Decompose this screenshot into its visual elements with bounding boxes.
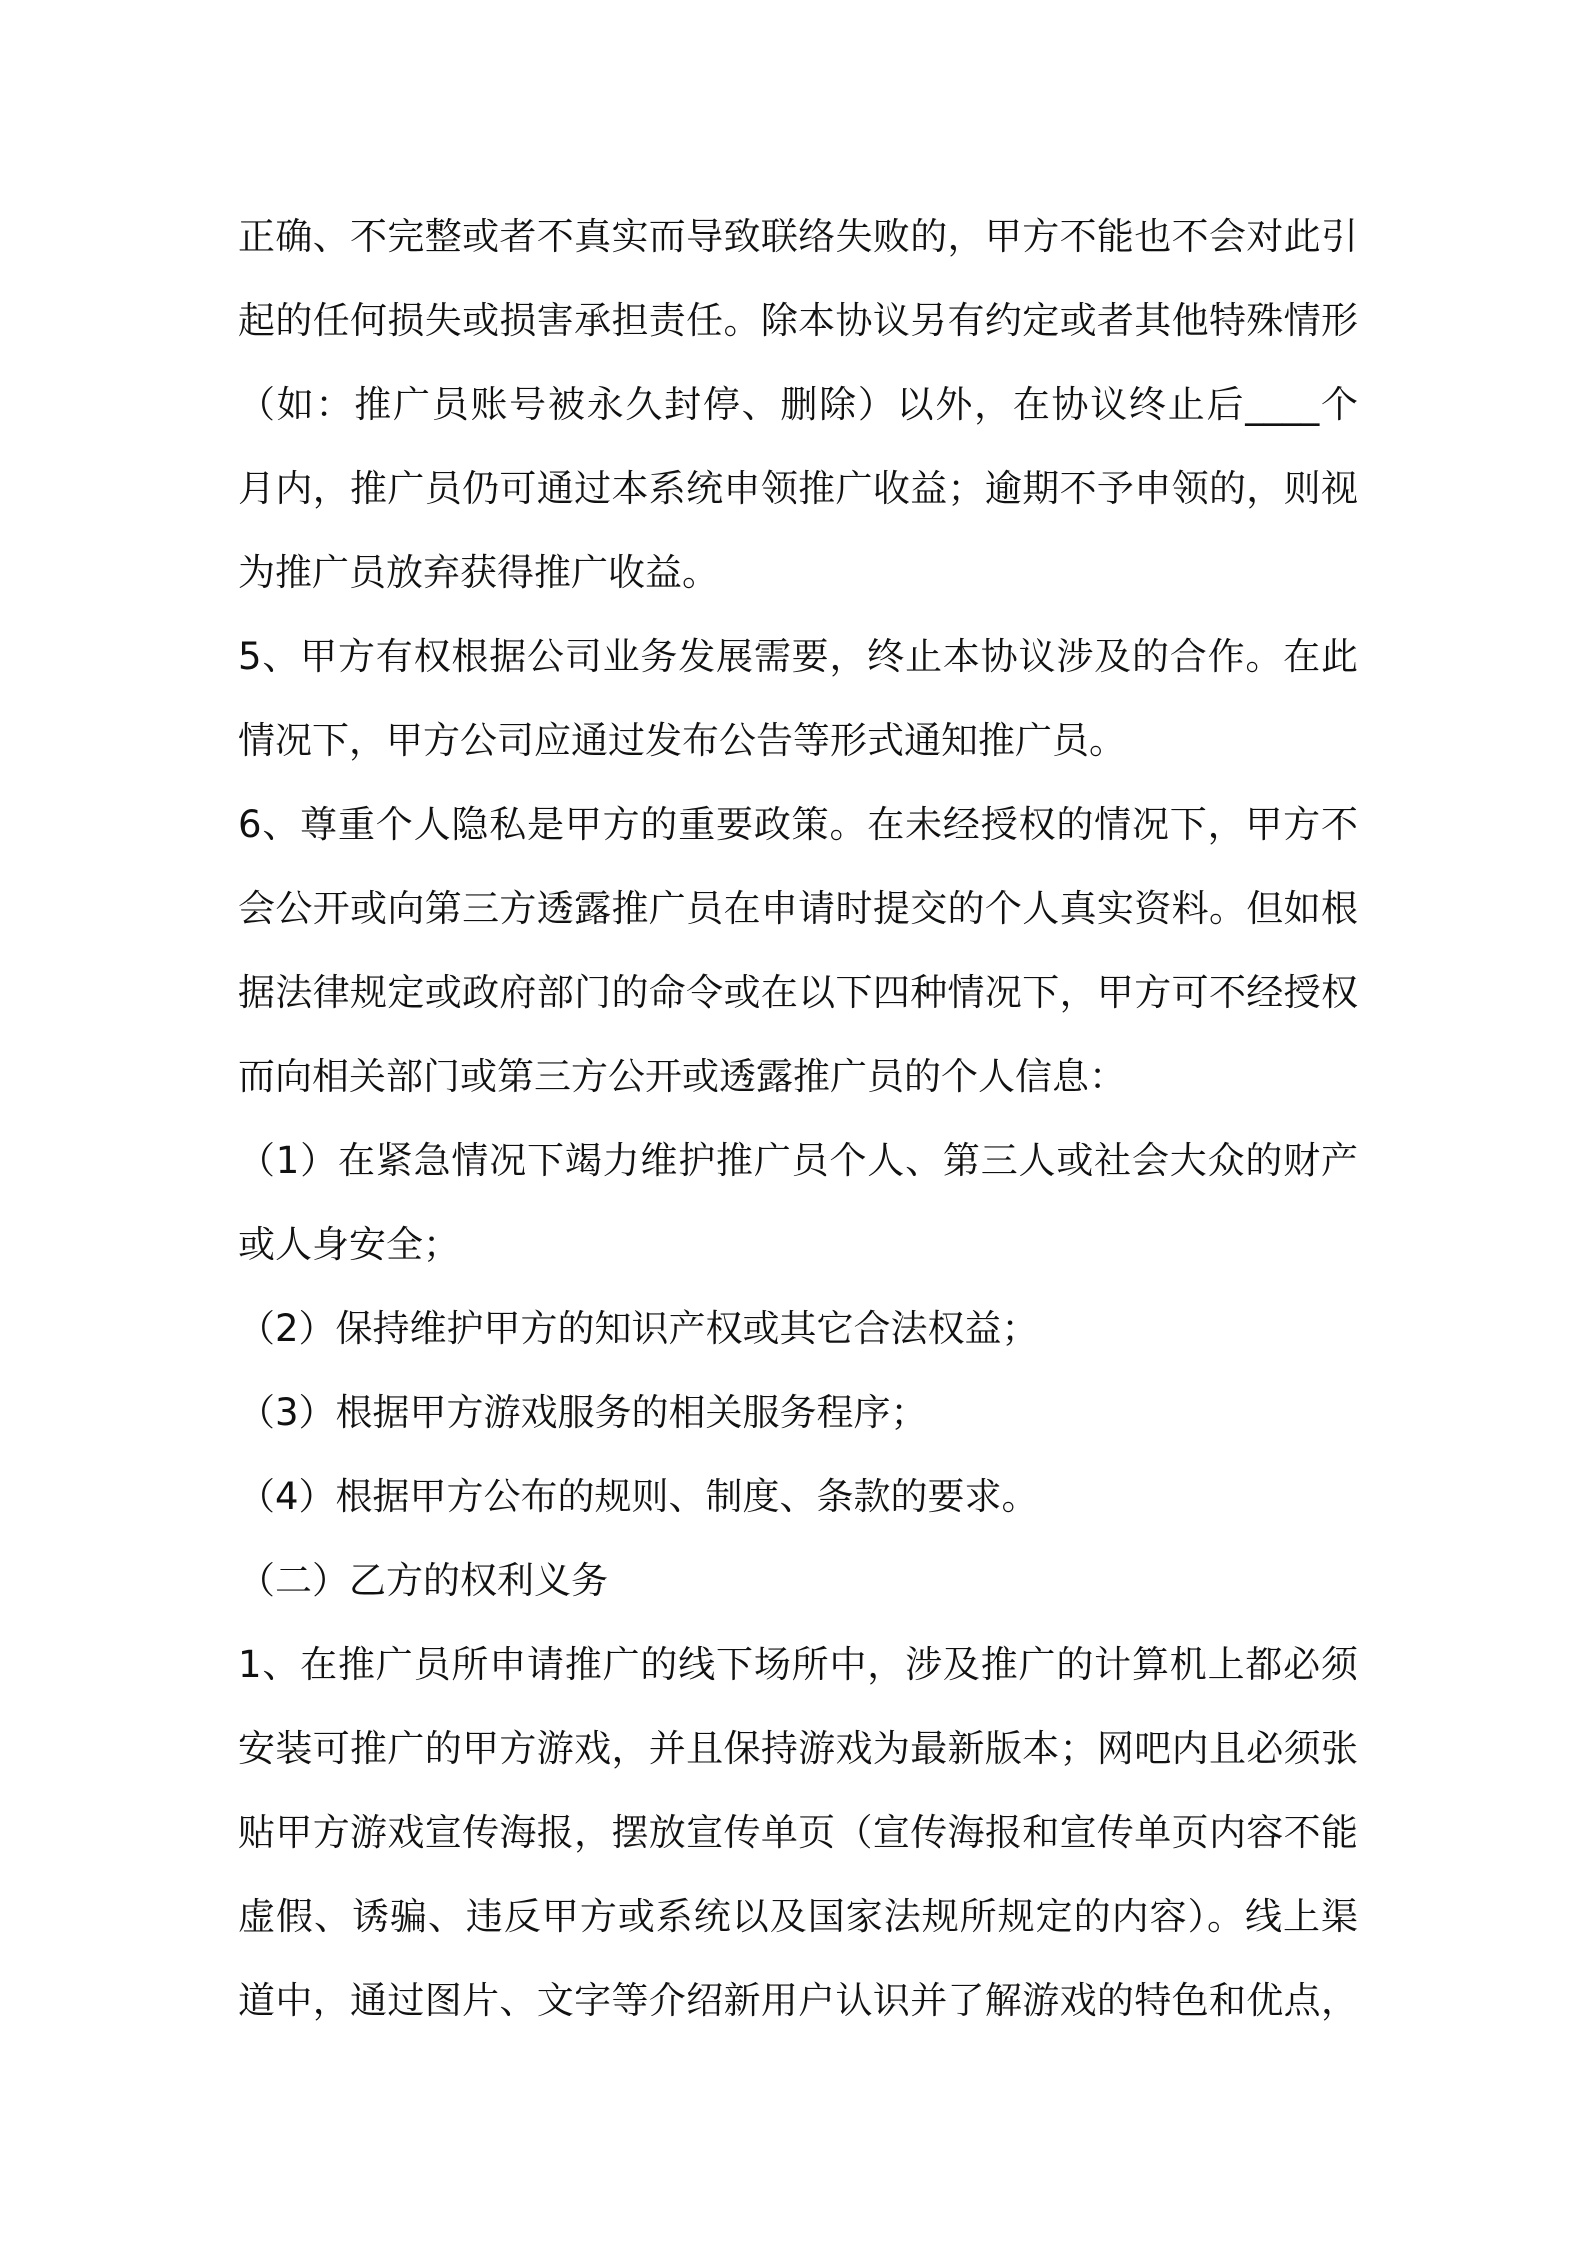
text-line: 月内，推广员仍可通过本系统申领推广收益；逾期不予申领的，则视 [238, 467, 1358, 510]
text-line: 为推广员放弃获得推广收益。 [238, 551, 719, 594]
text-line: 虚假、诱骗、违反甲方或系统以及国家法规所规定的内容）。线上渠 [238, 1895, 1358, 1938]
text-line: 道中，通过图片、文字等介绍新用户认识并了解游戏的特色和优点， [238, 1979, 1358, 2022]
text-line: 会公开或向第三方透露推广员在申请时提交的个人真实资料。但如根 [238, 887, 1358, 930]
text-line: 情况下，甲方公司应通过发布公告等形式通知推广员。 [238, 719, 1126, 762]
text-line: 正确、不完整或者不真实而导致联络失败的，甲方不能也不会对此引 [238, 215, 1358, 258]
section-heading: （二）乙方的权利义务 [238, 1559, 608, 1602]
text-line: 5、甲方有权根据公司业务发展需要，终止本协议涉及的合作。在此 [238, 635, 1358, 678]
text-line: 而向相关部门或第三方公开或透露推广员的个人信息： [238, 1055, 1126, 1098]
text-line: （1）在紧急情况下竭力维护推广员个人、第三人或社会大众的财产 [238, 1139, 1358, 1182]
document-body [238, 195, 1358, 2043]
text-line: 或人身安全； [238, 1223, 460, 1266]
text-line: （2）保持维护甲方的知识产权或其它合法权益； [238, 1307, 1039, 1350]
text-line: 6、尊重个人隐私是甲方的重要政策。在未经授权的情况下，甲方不 [238, 803, 1358, 846]
text-line: 安装可推广的甲方游戏，并且保持游戏为最新版本；网吧内且必须张 [238, 1727, 1358, 1770]
text-line: 贴甲方游戏宣传海报，摆放宣传单页（宣传海报和宣传单页内容不能 [238, 1811, 1358, 1854]
text-line: 起的任何损失或损害承担责任。除本协议另有约定或者其他特殊情形 [238, 299, 1358, 342]
text-line: 据法律规定或政府部门的命令或在以下四种情况下，甲方可不经授权 [238, 971, 1358, 1014]
text-line: （如：推广员账号被永久封停、删除）以外，在协议终止后____个 [238, 383, 1358, 426]
text-line: （4）根据甲方公布的规则、制度、条款的要求。 [238, 1475, 1039, 1518]
text-line: （3）根据甲方游戏服务的相关服务程序； [238, 1391, 928, 1434]
text-line: 1、在推广员所申请推广的线下场所中，涉及推广的计算机上都必须 [238, 1643, 1358, 1686]
